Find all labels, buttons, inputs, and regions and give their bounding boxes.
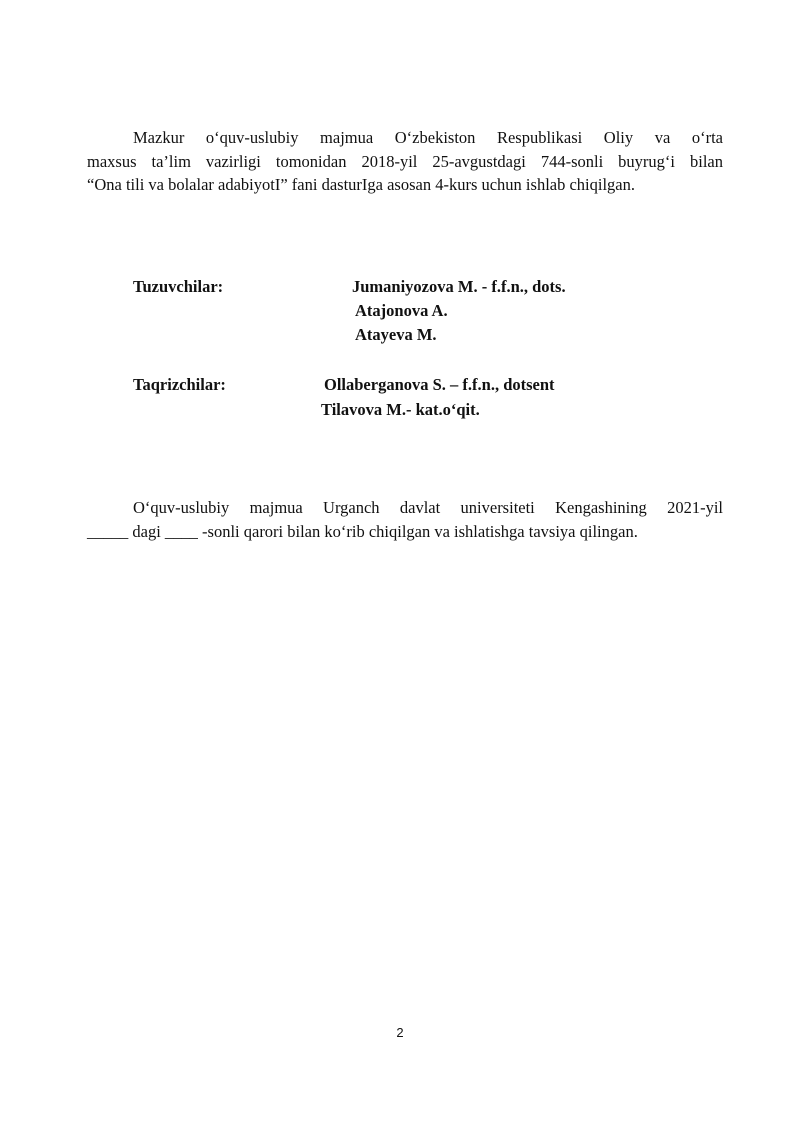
intro-line-2: maxsus ta’lim vazirligi tomonidan 2018-yil 25-avgustdagi 744-sonli buyrug‘i bilan [87,151,723,171]
intro-paragraph [87,126,723,197]
compiler-name-2: Atajonova A. [355,301,448,320]
intro-line-3: “Ona tili va bolalar adabiyotI” fani dasturIga asosan 4-kurs uchun ishlab chiqilgan. [87,175,635,194]
compiler-name-1: Jumaniyozova M. - f.f.n., dots. [352,277,566,296]
reviewers-label: Taqrizchilar: [133,375,226,394]
page-number: 2 [396,1025,404,1040]
reviewer-name-2: Tilavova M.- kat.o‘qit. [321,400,480,419]
approval-paragraph [87,496,723,543]
intro-line-1: Mazkur o‘quv-uslubiy majmua O‘zbekiston Respublikasi Oliy va o‘rta [133,128,723,147]
approval-line-1: O‘quv-uslubiy majmua Urganch davlat universiteti Kengashining 2021-yil [133,498,723,517]
approval-line-2: _____ dagi ____ -sonli qarori bilan ko‘rib chiqilgan va ishlatishga tavsiya qilingan. [87,521,638,541]
reviewer-name-1: Ollaberganova S. – f.f.n., dotsent [324,375,555,394]
compiler-name-3: Atayeva M. [355,325,437,344]
compilers-label: Tuzuvchilar: [133,277,224,296]
